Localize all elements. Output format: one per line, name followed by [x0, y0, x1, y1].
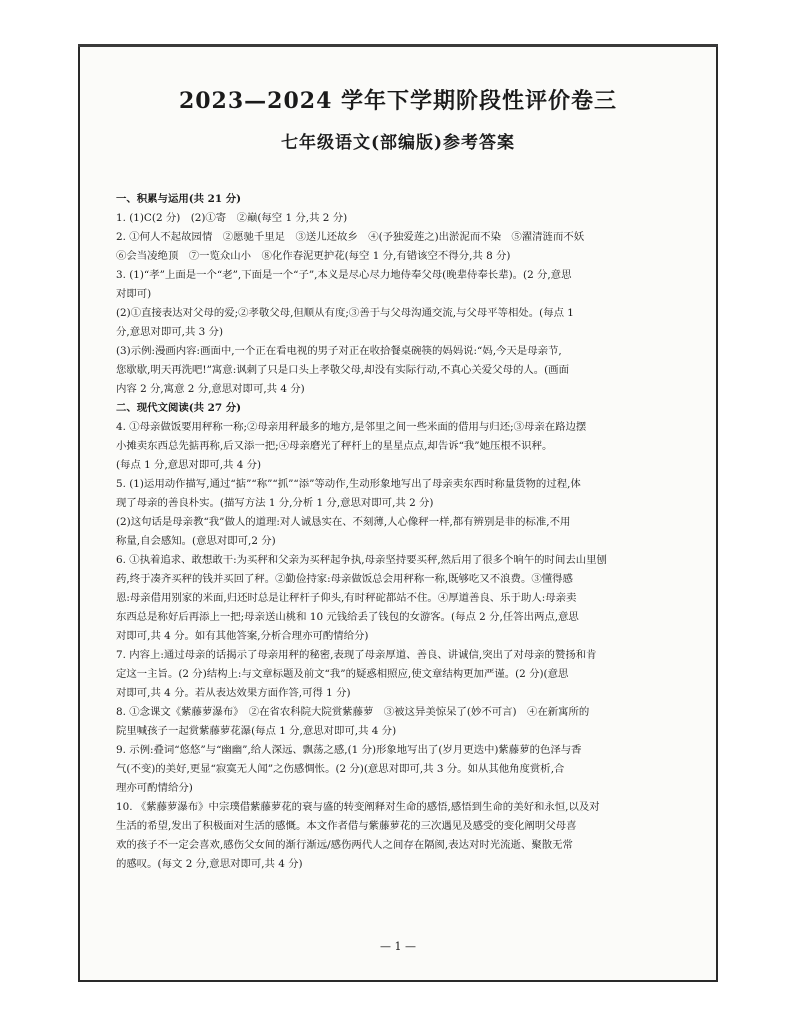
answer-line: 对即可) [116, 288, 152, 300]
answer-line: 9. 示例:叠词“悠悠”与“幽幽”,给人深远、飘荡之感,(1 分)形象地写出了(岁月更迭中)紫藤萝的色泽与香 [116, 744, 582, 756]
answer-line: 理亦可酌情给分) [116, 782, 193, 794]
answer-line: 4. ①母亲做饭要用秤称一称;②母亲用秤最多的地方,是邻里之间一些米面的借用与归还;③母亲在路边摆 [116, 421, 587, 433]
answer-line: (3)示例:漫画内容:画面中,一个正在看电视的男子对正在收拾餐桌碗筷的妈妈说:“妈,今天是母亲节, [116, 345, 562, 357]
answer-content [116, 190, 668, 874]
answer-line: 3. (1)“孝”上面是一个“老”,下面是一个“子”,本义是尽心尽力地侍奉父母(晚辈侍奉长辈)。(2 分,意思 [116, 269, 572, 281]
answer-line: 气(不变)的美好,更显“寂寞无人闻”之伤感惆怅。(2 分)(意思对即可,共 3 分。如从其他角度赏析,合 [116, 763, 565, 775]
answer-line: 称量,自会感知。(意思对即可,2 分) [116, 535, 276, 547]
answer-line: 2. ①何人不起故园情 ②愿驰千里足 ③送儿还故乡 ④(予独爱莲之)出淤泥而不染 ⑤濯清涟而不妖 [116, 231, 585, 243]
answer-line: 内容 2 分,寓意 2 分,意思对即可,共 4 分) [116, 383, 305, 395]
answer-line: 5. (1)运用动作描写,通过“掂”“称”“抓”“添”等动作,生动形象地写出了母亲卖东西时称量货物的过程,体 [116, 478, 581, 490]
section-heading: 二、现代文阅读(共 27 分) [116, 402, 242, 414]
answer-line: 10. 《紫藤萝瀑布》中宗璞借紫藤萝花的衰与盛的转变阐释对生命的感悟,感悟到生命的美好和永恒,以及对 [116, 801, 600, 813]
answer-line: 您歇歇,明天再洗吧!”寓意:讽刺了只是口头上孝敬父母,却没有实际行动,不真心关爱父母的人。(画面 [116, 364, 569, 376]
answer-line: 现了母亲的善良朴实。(描写方法 1 分,分析 1 分,意思对即可,共 2 分) [116, 497, 434, 509]
page-title: 2023—2024 学年下学期阶段性评价卷三 [178, 88, 618, 114]
page-subtitle: 七年级语文(部编版)参考答案 [280, 133, 516, 153]
section-heading: 一、积累与运用(共 21 分) [116, 193, 242, 205]
answer-line: 的感叹。(每文 2 分,意思对即可,共 4 分) [116, 858, 303, 870]
answer-line: (每点 1 分,意思对即可,共 4 分) [116, 459, 262, 471]
answer-line: (2)这句话是母亲教“我”做人的道理:对人诚恳实在、不刻薄,人心像秤一样,都有辨别是非的标准,不用 [116, 516, 571, 528]
answer-line: 6. ①执着追求、敢想敢干:为买秤和父亲为买秤起争执,母亲坚持要买秤,然后用了很多个晌午的时间去山里刨 [116, 554, 607, 566]
answer-line: 小摊卖东西总先掂再称,后又添一把;④母亲磨光了秤杆上的星星点点,却告诉“我”她压根不识秤。 [116, 440, 553, 452]
page-number: — 1 — [380, 940, 416, 953]
answer-line: 欢的孩子不一定会喜欢,感伤父女间的渐行渐远/感伤两代人之间存在隔阂,表达对时光流逝、聚散无常 [116, 839, 573, 851]
answer-line: 1. (1)C(2 分) (2)①寄 ②巅(每空 1 分,共 2 分) [116, 212, 348, 224]
answer-line: 8. ①念课文《紫藤萝瀑布》 ②在省农科院大院赏紫藤萝 ③被这异美惊呆了(妙不可言) ④在新寓所的 [116, 706, 590, 718]
answer-line: 分,意思对即可,共 3 分) [116, 326, 224, 338]
answer-line: 药,终于凑齐买秤的钱并买回了秤。②勤俭持家:母亲做饭总会用秤称一称,既够吃又不浪费。③懂得感 [116, 573, 573, 585]
answer-line: 院里喊孩子一起赏紫藤萝花瀑(每点 1 分,意思对即可,共 4 分) [116, 725, 397, 737]
answer-line: 7. 内容上:通过母亲的话揭示了母亲用秤的秘密,表现了母亲厚道、善良、讲诚信,突出了对母亲的赞扬和肯 [116, 649, 597, 661]
answer-line: 对即可,共 4 分。若从表达效果方面作答,可得 1 分) [116, 687, 351, 699]
answer-line: ⑥会当凌绝顶 ⑦一览众山小 ⑧化作春泥更护花(每空 1 分,有错该空不得分,共 8 分) [116, 250, 511, 262]
answer-line: 恩:母亲借用别家的米面,归还时总是让秤杆子仰头,有时秤砣都站不住。④厚道善良、乐于助人:母亲卖 [116, 592, 577, 604]
answer-line: 生活的希望,发出了积极面对生活的感慨。本文作者借与紫藤萝花的三次遇见及感受的变化阐明父母喜 [116, 820, 577, 832]
answer-line: (2)①直接表达对父母的爱;②孝敬父母,但顺从有度;③善于与父母沟通交流,与父母平等相处。(每点 1 [116, 307, 574, 319]
answer-line: 定这一主旨。(2 分)结构上:与文章标题及前文“我”的疑惑相照应,使文章结构更加严谨。(2 分)(意思 [116, 668, 569, 680]
answer-line: 对即可,共 4 分。如有其他答案,分析合理亦可酌情给分) [116, 630, 369, 642]
answer-sheet [78, 44, 718, 982]
answer-line: 东西总是称好后再添上一把;母亲送山桃和 10 元钱给丢了钱包的女游客。(每点 2 分,任答出两点,意思 [116, 611, 579, 623]
